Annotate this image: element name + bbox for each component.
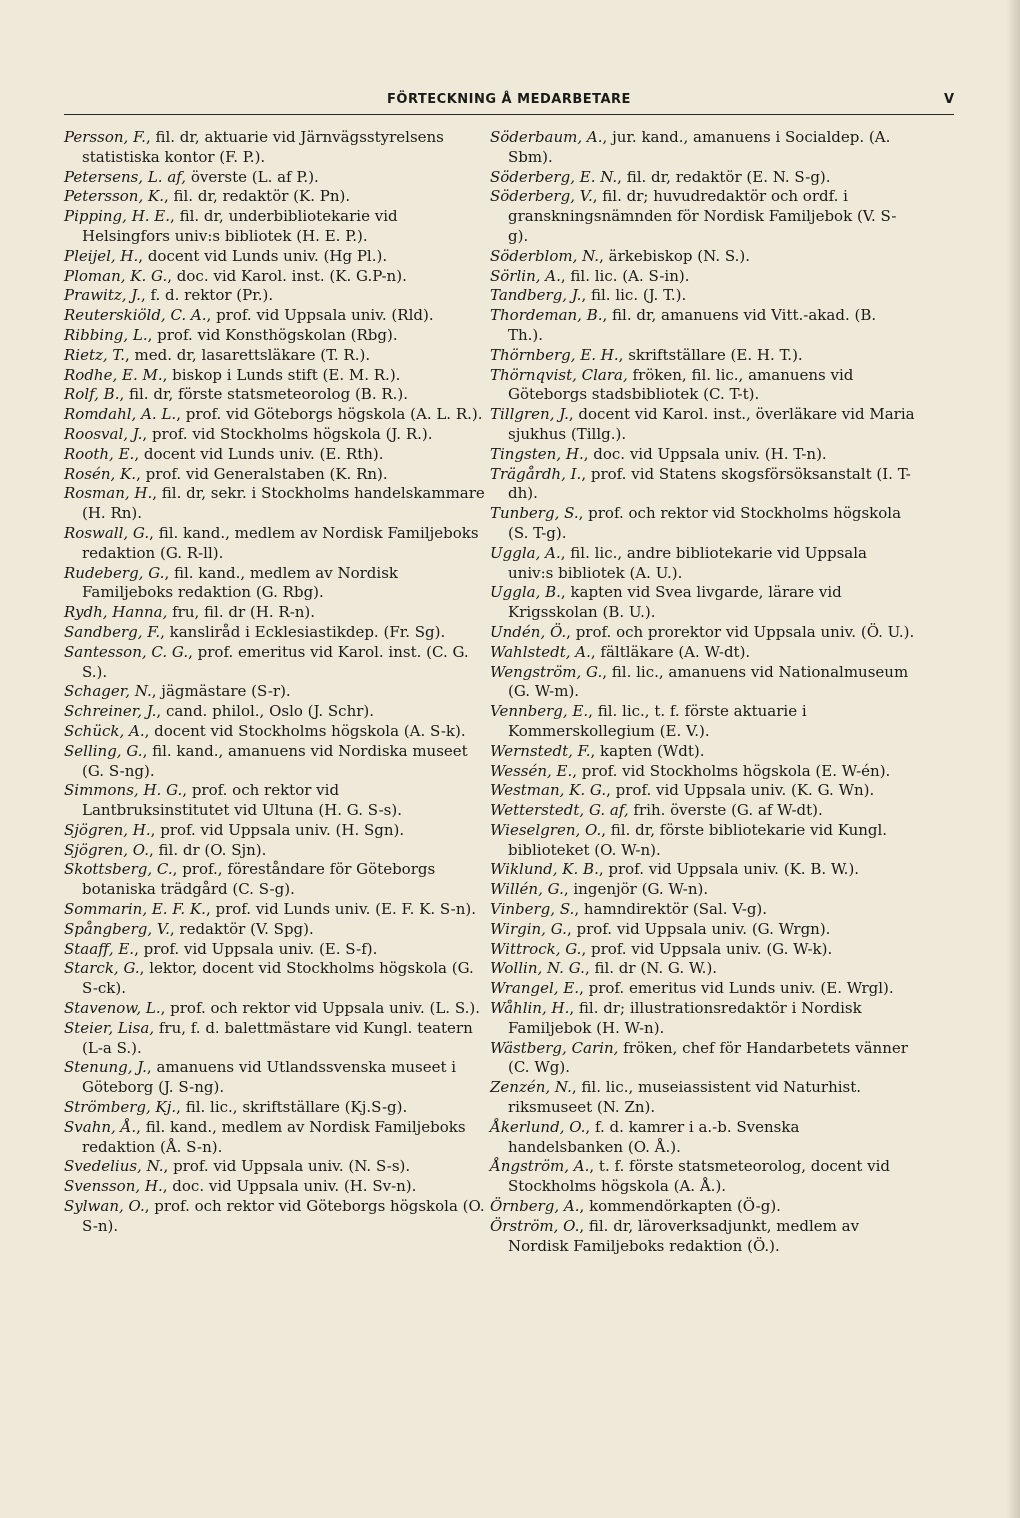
- contributor-name: Reuterskiöld, C. A.: [64, 306, 207, 325]
- contributor-entry: [64, 702, 489, 722]
- contributor-name: Sjögren, H.: [64, 820, 151, 839]
- header-title: FÖRTECKNING Å MEDARBETARE: [387, 92, 631, 107]
- contributor-entry: [490, 999, 915, 1039]
- contributor-name: Åkerlund, O.: [490, 1117, 586, 1136]
- contributor-name: Strömberg, Kj.: [64, 1098, 177, 1117]
- contributor-description: , prof. vid Göteborgs högskola (A. L. R.).: [176, 405, 483, 424]
- contributor-name: Petersens, L. af,: [64, 167, 187, 186]
- contributor-name: Thordeman, B.: [490, 306, 603, 325]
- contributor-description: , prof., föreståndare för Göteborgs botaniska trädgård (C. S-g).: [82, 860, 436, 899]
- contributor-description: , fältläkare (A. W-dt).: [590, 642, 751, 661]
- contributor-description: fröken, chef för Handarbetets vänner (C. Wg).: [508, 1038, 908, 1077]
- contributor-name: Stenung, J.: [64, 1058, 147, 1077]
- contributor-name: Ploman, K. G.: [64, 266, 168, 285]
- contributor-entry: [490, 920, 915, 940]
- contributor-description: , prof. och rektor vid Stockholms högskola (S. T-g).: [508, 504, 902, 542]
- contributor-name: Wessén, E.: [490, 761, 573, 780]
- contributor-entry: [64, 405, 489, 425]
- contributor-entry: [490, 979, 915, 999]
- contributor-name: Uggla, B.: [490, 583, 561, 602]
- contributor-entry: [64, 247, 489, 267]
- contributor-description: , fil. lic., skriftställare (Kj.S-g).: [176, 1098, 408, 1117]
- contributor-entry: [64, 959, 489, 999]
- contributor-entry: [64, 267, 489, 287]
- contributor-entry: [64, 564, 489, 604]
- contributor-name: Ångström, A.: [490, 1157, 590, 1176]
- contributor-description: , fil. lic. (A. S-in).: [560, 266, 690, 285]
- contributor-description: , fil. dr, redaktör (E. N. S-g).: [617, 167, 831, 186]
- contributor-entry: [490, 1197, 915, 1217]
- contributor-name: Uggla, A.: [490, 543, 561, 562]
- contributor-name: Persson, F.: [64, 128, 146, 146]
- contributor-name: Rosén, K.: [64, 464, 137, 483]
- contributor-name: Prawitz, J.: [64, 286, 141, 305]
- contributor-name: Vinberg, S.: [490, 900, 575, 919]
- contributor-name: Westman, K. G.: [490, 781, 607, 800]
- contributor-entry: [64, 346, 489, 366]
- contributor-description: , fil. dr (O. Sjn).: [149, 840, 267, 859]
- contributor-entry: [64, 385, 489, 405]
- contributor-name: Steier, Lisa,: [64, 1018, 155, 1037]
- contributor-description: , fil. lic., andre bibliotekarie vid Uppsala univ:s bibliotek (A. U.).: [508, 543, 867, 582]
- contributor-name: Romdahl, A. L.: [64, 405, 177, 424]
- contributor-entry: [490, 306, 915, 346]
- contributor-description: , fil. kand., medlem av Nordisk Familjeboks redaktion (G. Rbg).: [82, 563, 398, 602]
- contributor-entry: [64, 286, 489, 306]
- contributor-entry: [64, 1157, 489, 1177]
- contributor-description: , docent vid Lunds univ. (Hg Pl.).: [138, 246, 388, 265]
- contributor-entry: [64, 425, 489, 445]
- contributor-description: , fil. dr, förste bibliotekarie vid Kungl. biblioteket (O. W-n).: [508, 820, 888, 859]
- contributor-entry: [490, 267, 915, 287]
- contributor-description: , f. d. kamrer i a.-b. Svenska handelsbanken (O. Å.).: [508, 1117, 800, 1156]
- contributor-description: , prof. vid Uppsala univ. (G. W-k).: [581, 939, 833, 958]
- contributor-entry: [490, 1118, 915, 1158]
- contributor-description: , kapten (Wdt).: [590, 741, 705, 760]
- contributor-description: , prof. och rektor vid Göteborgs högskola (O. S-n).: [82, 1197, 485, 1235]
- contributor-entry: [490, 128, 915, 168]
- contributor-entry: [490, 187, 915, 246]
- contributor-description: , prof. vid Uppsala univ. (H. Sgn).: [150, 820, 405, 839]
- contributor-description: , prof. vid Lunds univ. (E. F. K. S-n).: [205, 900, 477, 919]
- contributor-description: , prof. emeritus vid Karol. inst. (C. G. S.).: [82, 642, 469, 681]
- contributor-name: Thörnqvist, Clara,: [490, 365, 628, 384]
- contributor-entry: [490, 286, 915, 306]
- contributor-name: Zenzén, N.: [490, 1078, 572, 1097]
- contributor-entry: [64, 643, 489, 683]
- contributor-entry: [64, 722, 489, 742]
- contributor-name: Staaff, E.: [64, 939, 135, 958]
- contributor-description: , jägmästare (S-r).: [151, 682, 291, 701]
- contributor-description: , doc. vid Karol. inst. (K. G.P-n).: [167, 266, 407, 285]
- contributor-name: Sandberg, F.: [64, 622, 161, 641]
- contributor-name: Sylwan, O.: [64, 1197, 145, 1216]
- contributor-entry: [64, 1118, 489, 1158]
- contributor-name: Roosval, J.: [64, 424, 143, 443]
- contributor-entry: [64, 187, 489, 207]
- contributor-name: Söderbaum, A.: [490, 128, 603, 146]
- contributor-name: Wernstedt, F.: [490, 741, 591, 760]
- contributor-entry: [490, 821, 915, 861]
- contributor-description: , fil. lic., t. f. förste aktuarie i Kommerskollegium (E. V.).: [508, 702, 807, 740]
- contributor-name: Rosman, H.: [64, 484, 153, 503]
- contributor-entry: [64, 920, 489, 940]
- contributor-entry: [490, 900, 915, 920]
- contributor-description: , ärkebiskop (N. S.).: [599, 246, 750, 265]
- contributor-name: Santesson, C. G.: [64, 642, 189, 661]
- contributor-name: Trägårdh, I.: [490, 464, 582, 483]
- contributor-description: , prof. vid Generalstaben (K. Rn).: [136, 464, 388, 483]
- contributor-description: , ingenjör (G. W-n).: [563, 880, 709, 899]
- contributor-name: Simmons, H. G.: [64, 781, 183, 800]
- contributor-entry: [64, 821, 489, 841]
- contributor-entry: [64, 940, 489, 960]
- contributor-entry: [64, 484, 489, 524]
- contributor-description: fru, f. d. balettmästare vid Kungl. teatern (L-a S.).: [82, 1018, 473, 1057]
- contributor-description: , prof. emeritus vid Lunds univ. (E. Wrgl).: [579, 979, 894, 998]
- contributor-name: Wåhlin, H.: [490, 999, 570, 1018]
- contributor-entry: [490, 663, 915, 703]
- contributor-entry: [490, 801, 915, 821]
- contributor-name: Wengström, G.: [490, 662, 603, 681]
- contributor-description: , kapten vid Svea livgarde, lärare vid Krigsskolan (B. U.).: [508, 583, 842, 622]
- contributor-name: Svensson, H.: [64, 1177, 163, 1196]
- contributor-description: , fil. dr, aktuarie vid Järnvägsstyrelsens statistiska kontor (F. P.).: [82, 128, 444, 166]
- contributor-entry: [490, 742, 915, 762]
- contributor-name: Rodhe, E. M.: [64, 365, 163, 384]
- contributor-entry: [490, 405, 915, 445]
- contributor-description: , cand. philol., Oslo (J. Schr).: [156, 702, 375, 721]
- contributor-name: Selling, G.: [64, 741, 143, 760]
- contributor-description: , redaktör (V. Spg).: [169, 919, 314, 938]
- contributor-entry: [64, 999, 489, 1019]
- contributor-entry: [64, 1197, 489, 1237]
- contributor-name: Rydh, Hanna,: [64, 603, 168, 622]
- contributor-description: , prof. vid Stockholms högskola (E. W-én).: [572, 761, 891, 780]
- contributor-name: Roswall, G.: [64, 523, 150, 542]
- contributor-name: Wieselgren, O.: [490, 820, 602, 839]
- contributor-entry: [64, 524, 489, 564]
- contributor-entry: [64, 1058, 489, 1098]
- contributor-description: , fil. kand., medlem av Nordisk Familjeboks redaktion (G. R-ll).: [82, 523, 479, 562]
- contributor-entry: [490, 1039, 915, 1079]
- contributor-description: , prof. vid Uppsala univ. (K. G. Wn).: [606, 781, 875, 800]
- contributor-name: Thörnberg, E. H.: [490, 345, 619, 364]
- contributor-name: Pleijel, H.: [64, 246, 139, 265]
- contributor-name: Schück, A.: [64, 721, 145, 740]
- contributor-description: , fil. lic., amanuens vid Nationalmuseum (G. W-m).: [508, 662, 909, 701]
- running-header: [64, 92, 954, 115]
- contributor-entry: [490, 465, 915, 505]
- contributor-description: , hamndirektör (Sal. V-g).: [574, 900, 768, 919]
- contributor-entry: [490, 1078, 915, 1118]
- contributor-name: Rolf, B.: [64, 385, 120, 404]
- contributor-entry: [64, 207, 489, 247]
- contributor-entry: [64, 742, 489, 782]
- contributor-description: , doc. vid Uppsala univ. (H. Sv-n).: [162, 1177, 417, 1196]
- contributor-description: , fil. dr, förste statsmeteorolog (B. R.).: [119, 385, 409, 404]
- contributor-description: , fil. lic. (J. T.).: [581, 286, 687, 305]
- contributor-entry: [490, 860, 915, 880]
- contributor-description: , amanuens vid Utlandssvenska museet i Göteborg (J. S-ng).: [82, 1058, 457, 1097]
- contributor-description: , prof. vid Konsthögskolan (Rbg).: [147, 325, 398, 344]
- contributor-entry: [490, 366, 915, 406]
- contributor-name: Tandberg, J.: [490, 286, 582, 305]
- contributor-entry: [64, 841, 489, 861]
- contributor-name: Rudeberg, G.: [64, 563, 165, 582]
- contributor-name: Stavenow, L.: [64, 999, 161, 1018]
- contributor-entry: [490, 762, 915, 782]
- contributor-entry: [490, 940, 915, 960]
- contributor-entry: [64, 1177, 489, 1197]
- contributor-description: , biskop i Lunds stift (E. M. R.).: [162, 365, 401, 384]
- contributor-entry: [490, 623, 915, 643]
- contributor-name: Starck, G.: [64, 959, 140, 978]
- contributor-name: Wittrock, G.: [490, 939, 582, 958]
- contributor-name: Tunberg, S.: [490, 504, 579, 523]
- contributor-name: Schager, N.: [64, 682, 152, 701]
- contributor-entry: [490, 880, 915, 900]
- contributor-description: fru, fil. dr (H. R-n).: [167, 603, 316, 622]
- contributor-entry: [64, 445, 489, 465]
- contributor-description: , docent vid Karol. inst., överläkare vid Maria sjukhus (Tillg.).: [508, 405, 915, 443]
- contributor-name: Wollin, N. G.: [490, 959, 585, 978]
- contributor-description: , jur. kand., amanuens i Socialdep. (A. Sbm).: [508, 128, 891, 166]
- contributor-entry: [64, 366, 489, 386]
- contributor-name: Wahlstedt, A.: [490, 642, 591, 661]
- right-column: [490, 128, 915, 1256]
- contributor-entry: [64, 465, 489, 485]
- contributor-entry: [490, 583, 915, 623]
- contributor-entry: [64, 326, 489, 346]
- contributor-name: Wrangel, E.: [490, 979, 580, 998]
- contributor-description: , prof. vid Uppsala univ. (Rld).: [206, 306, 434, 325]
- contributor-name: Wiklund, K. B.: [490, 860, 599, 879]
- contributor-entry: [490, 247, 915, 267]
- contributor-entry: [490, 643, 915, 663]
- contributor-description: , med. dr, lasarettsläkare (T. R.).: [125, 345, 371, 364]
- contributor-description: , prof. och rektor vid Uppsala univ. (L. S.).: [160, 999, 480, 1018]
- contributor-description: , fil. dr, underbibliotekarie vid Helsingfors univ:s bibliotek (H. E. P.).: [82, 207, 398, 245]
- contributor-name: Tillgren, J.: [490, 405, 569, 424]
- contributor-entry: [490, 544, 915, 584]
- contributor-description: , fil. dr (N. G. W.).: [584, 959, 718, 978]
- contributor-name: Rooth, E.: [64, 444, 135, 463]
- contributor-name: Wetterstedt, G. af,: [490, 801, 629, 820]
- contributor-entry: [490, 1157, 915, 1197]
- contributor-description: , fil. dr; illustrationsredaktör i Nordisk Familjebok (H. W-n).: [508, 999, 862, 1037]
- contributor-description: , lektor, docent vid Stockholms högskola (G. S-ck).: [82, 959, 474, 998]
- contributor-description: , prof. vid Stockholms högskola (J. R.).: [142, 424, 433, 443]
- contributor-name: Spångberg, V.: [64, 919, 170, 938]
- contributor-description: , f. d. rektor (Pr.).: [140, 286, 274, 305]
- contributor-entry: [64, 682, 489, 702]
- contributor-name: Söderberg, E. N.: [490, 167, 618, 186]
- contributor-entry: [490, 702, 915, 742]
- contributor-name: Wirgin, G.: [490, 919, 567, 938]
- contributor-entry: [64, 781, 489, 821]
- contributor-name: Tingsten, H.: [490, 444, 584, 463]
- contributor-description: , fil. dr; huvudredaktör och ordf. i granskningsnämnden för Nordisk Familjebok (V. S-g).: [508, 187, 897, 245]
- contributor-description: , docent vid Lunds univ. (E. Rth).: [134, 444, 384, 463]
- contributor-entry: [490, 346, 915, 366]
- contributor-description: , fil. dr, läroverksadjunkt, medlem av Nordisk Familjeboks redaktion (Ö.).: [508, 1216, 860, 1255]
- contributor-name: Pipping, H. E.: [64, 207, 171, 226]
- contributor-description: , fil. dr, amanuens vid Vitt.-akad. (B. Th.).: [508, 306, 877, 344]
- contributor-name: Sommarin, E. F. K.: [64, 900, 206, 919]
- contributor-description: , fil. dr, redaktör (K. Pn).: [163, 187, 351, 206]
- contributor-entry: [64, 168, 489, 188]
- contributor-name: Söderberg, V.: [490, 187, 593, 206]
- contributor-description: , kommendörkapten (Ö-g).: [579, 1197, 781, 1216]
- contributor-name: Petersson, K.: [64, 187, 164, 206]
- contributor-entry: [64, 623, 489, 643]
- contributor-name: Svedelius, N.: [64, 1157, 164, 1176]
- contributor-description: , fil. lic., museiassistent vid Naturhist. riksmuseet (N. Zn).: [508, 1078, 862, 1117]
- contributor-description: , prof. vid Uppsala univ. (E. S-f).: [134, 939, 378, 958]
- contributor-description: fröken, fil. lic., amanuens vid Göteborgs stadsbibliotek (C. T-t).: [508, 365, 854, 404]
- contributor-name: Sörlin, A.: [490, 266, 561, 285]
- contributor-name: Rietz, T.: [64, 345, 126, 364]
- contributor-name: Willén, G.: [490, 880, 564, 899]
- contributor-name: Ribbing, L.: [64, 325, 148, 344]
- contributor-name: Wästberg, Carin,: [490, 1038, 619, 1057]
- contributor-name: Vennberg, E.: [490, 702, 589, 721]
- contributor-description: , fil. kand., medlem av Nordisk Familjeboks redaktion (Å. S-n).: [82, 1117, 466, 1156]
- contributor-entry: [490, 959, 915, 979]
- contributor-description: överste (L. af P.).: [186, 167, 319, 186]
- contributor-name: Örström, O.: [490, 1216, 580, 1235]
- contributor-entry: [64, 1098, 489, 1118]
- contributor-entry: [64, 900, 489, 920]
- contributor-description: , kansliråd i Ecklesiastikdep. (Fr. Sg).: [160, 622, 446, 641]
- contributor-description: , prof. och prorektor vid Uppsala univ. (Ö. U.).: [566, 622, 915, 641]
- contributor-description: , fil. kand., amanuens vid Nordiska museet (G. S-ng).: [82, 741, 468, 780]
- contributor-entry: [64, 1019, 489, 1059]
- contributor-name: Schreiner, J.: [64, 702, 157, 721]
- contributor-entry: [490, 504, 915, 544]
- contributor-description: , t. f. förste statsmeteorolog, docent vid Stockholms högskola (A. Å.).: [508, 1157, 891, 1196]
- contributor-name: Svahn, Å.: [64, 1117, 137, 1136]
- contributor-description: , prof. vid Statens skogsförsöksanstalt (I. T-dh).: [508, 464, 911, 503]
- contributor-entry: [490, 168, 915, 188]
- contributor-entry: [490, 781, 915, 801]
- contributor-name: Skottsberg, C.: [64, 860, 173, 879]
- contributor-description: , prof. vid Uppsala univ. (K. B. W.).: [598, 860, 860, 879]
- page-number: V: [943, 92, 954, 107]
- contributor-description: , fil. dr, sekr. i Stockholms handelskammare (H. Rn).: [82, 484, 485, 523]
- contributor-entry: [64, 860, 489, 900]
- contributor-description: , docent vid Stockholms högskola (A. S-k).: [144, 721, 466, 740]
- contributor-entry: [64, 306, 489, 326]
- contributor-name: Undén, Ö.: [490, 622, 567, 641]
- contributor-description: , prof. och rektor vid Lantbruksinstitutet vid Ultuna (H. G. S-s).: [82, 781, 402, 820]
- contributor-description: , prof. vid Uppsala univ. (G. Wrgn).: [566, 919, 831, 938]
- contributor-description: frih. överste (G. af W-dt).: [628, 801, 823, 820]
- contributor-name: Sjögren, O.: [64, 840, 149, 859]
- contributor-description: , doc. vid Uppsala univ. (H. T-n).: [583, 444, 827, 463]
- contributor-name: Söderblom, N.: [490, 246, 600, 265]
- contributor-description: , skriftställare (E. H. T.).: [618, 345, 803, 364]
- contributor-entry: [64, 603, 489, 623]
- left-column: [64, 128, 489, 1237]
- contributor-description: , prof. vid Uppsala univ. (N. S-s).: [163, 1157, 411, 1176]
- contributor-name: Örnberg, A.: [490, 1197, 580, 1216]
- contributor-entry: [490, 445, 915, 465]
- contributor-entry: [490, 1217, 915, 1257]
- contributor-entry: [64, 128, 489, 168]
